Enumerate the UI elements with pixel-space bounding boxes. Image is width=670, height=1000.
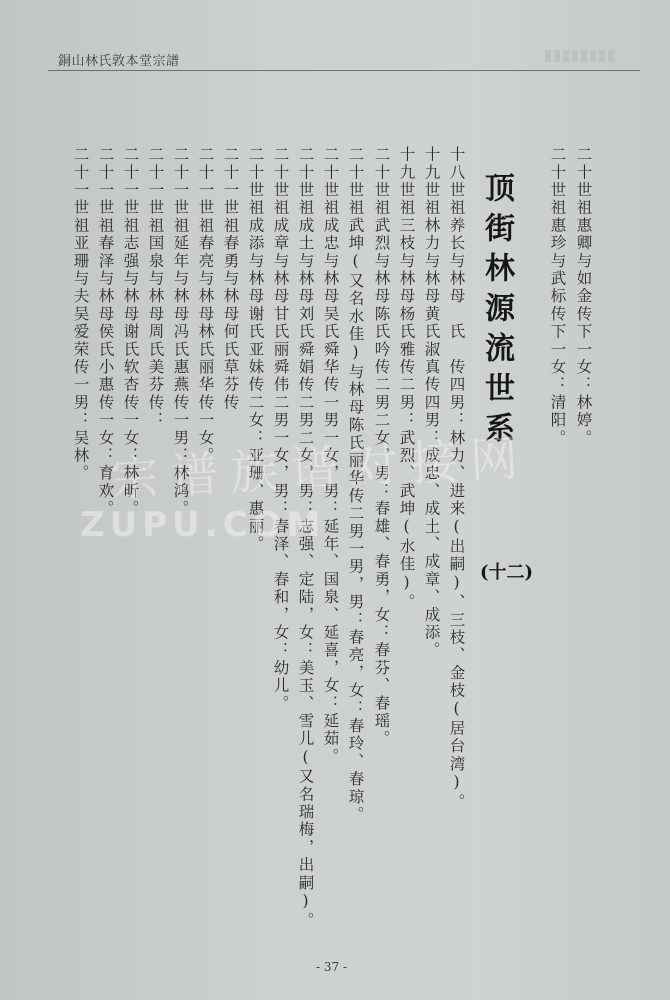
book-title: 銅山林氏敦本堂宗譜 [58, 54, 180, 69]
genealogy-column: 十八世祖养长与林母 氏 传四男：林力、进来(出嗣)、三枝、金枝(居台湾)。 [447, 146, 466, 811]
genealogy-column: 二十一世祖春亮与林母林氏丽华传一女。 [196, 146, 215, 465]
genealogy-column: 二十世祖成忠与林母吴氏舜华传一男一女，男：延年、国泉、延喜，女：延茹。 [321, 146, 340, 766]
genealogy-column: 二十世祖成章与林母甘氏丽舜伟二男一女，男：春泽、春和，女：幼儿。 [271, 146, 290, 713]
watermark-url: ZUPU.COM [80, 505, 326, 545]
page-number: - 37 - [316, 960, 348, 974]
genealogy-column: 二十一世祖亚珊与夫吴爱荣传一男：吴林。 [71, 146, 90, 483]
genealogy-column: 二十一世祖国泉与林母周氏美芬传： [146, 146, 165, 430]
genealogy-column: 十九世祖三枝与林母杨氏雅传二男：武烈、武坤(水佳)。 [397, 146, 416, 612]
section-number: (十二) [480, 562, 534, 583]
genealogy-column: 十九世祖林力与林母黄氏淑真传四男：成忠、成土、成章、成添。 [422, 146, 441, 660]
genealogy-column: 二十世祖惠珍与武标传下一女：清阳。 [548, 146, 567, 447]
genealogy-column: 二十世祖成土与林母刘氏舜娟传二男二女，男：志强、定陆，女：美玉、雪儿(又名瑞梅，出嗣)。 [296, 146, 315, 930]
genealogy-column: 二十世祖武烈与林母陈氏吟传二男二女，男：春雄、春勇，女：春芬、春瑶。 [372, 146, 391, 748]
genealogy-column: 二十一世祖志强与林母谢氏软杏传一女：林昕。 [121, 146, 140, 518]
genealogy-column: 二十世祖惠卿与如金传下一女：林婷。 [574, 146, 593, 447]
genealogy-column: 二十世祖成添与林母谢氏亚妹传二女：亚珊、惠丽。 [246, 146, 265, 554]
genealogy-column: 二十一世祖春泽与林母侯氏小惠传一女：育欢。 [96, 146, 115, 518]
header-faint-text [545, 50, 615, 62]
genealogy-column: 二十一世祖延年与林母冯氏惠燕传一男：林鸿。 [171, 146, 190, 518]
genealogy-column: 二十一世祖春勇与林母何氏草芬传 [221, 146, 240, 412]
genealogy-column: 二十世祖武坤(又名水佳)与林母陈氏丽华传二男一男，男：春亮，女：春玲、春琼。 [346, 146, 365, 824]
watermark-text: 宗谱族谱对接网 [109, 430, 532, 508]
section-title: 顶街林源流世系 [479, 172, 514, 452]
header-rule [48, 70, 640, 71]
